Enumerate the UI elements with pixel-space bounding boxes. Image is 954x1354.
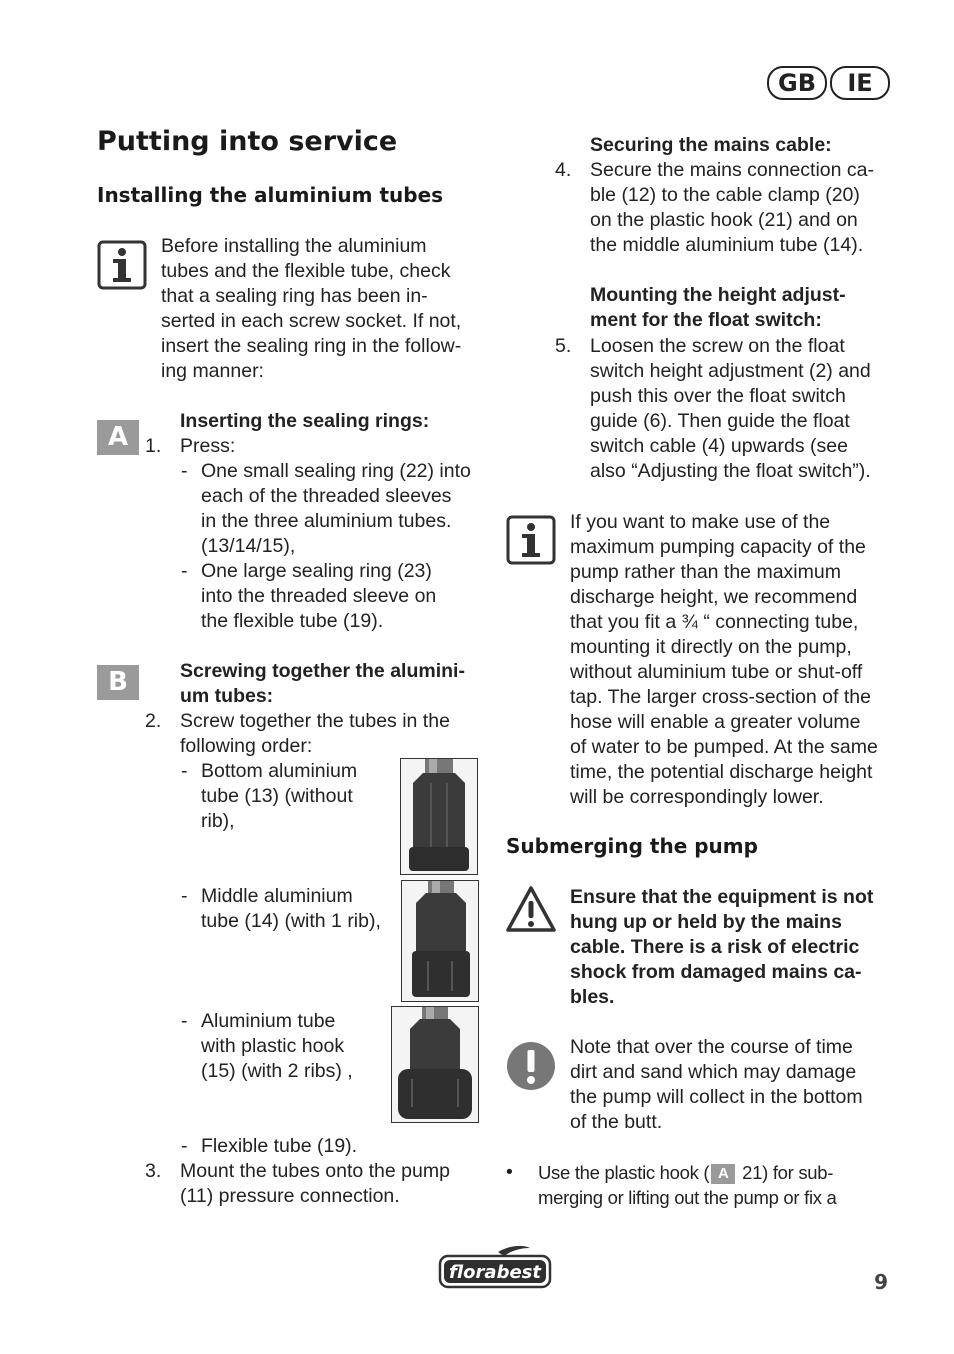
figure-badge-a: A — [97, 420, 139, 455]
warning-text: Ensure that the equipment is not hung up or held by the mains cable. There is a risk of electric shock from damaged mains ca- bles. — [570, 886, 874, 1008]
step-5-text: Loosen the screw on the float switch height adjustment (2) and push this over the float switch guide (6). Then guide the float switch cable (4) upwards (see also “Adjusting the float switch”). — [590, 335, 871, 482]
dash-marker: - — [181, 560, 188, 582]
step-2-text: Screw together the tubes in the following order: — [180, 710, 450, 757]
figure-badge-b: B — [97, 665, 139, 700]
page-number: 9 — [874, 1270, 888, 1294]
step-2-item-hook-tube: Aluminium tube with plastic hook (15) (with 2 ribs) , — [201, 1010, 353, 1082]
warning-icon — [505, 885, 557, 933]
info-note-pumping-capacity: If you want to make use of the maximum pumping capacity of the pump rather than the maximum discharge height, we recommend that you fit a ¾ “ connecting tube, mounting it directly on the pump, without aluminium tube or shut-off tap. The larger cross-section of the hose will enable a greater volume of water to be pumped. At the same time, the potential discharge height will be correspondingly lower. — [570, 511, 878, 808]
figure-badge-a-inline: A — [711, 1164, 735, 1184]
svg-text:florabest: florabest — [449, 1262, 541, 1283]
caution-icon — [505, 1040, 557, 1092]
section-title-installing: Installing the aluminium tubes — [97, 183, 444, 207]
step-1-item-small-ring: One small sealing ring (22) into each of the threaded sleeves in the three aluminium tubes. (13/14/15), — [201, 460, 471, 557]
dash-marker: - — [181, 1135, 188, 1157]
bullet-marker: • — [506, 1161, 513, 1183]
step-number-1: 1. — [145, 435, 162, 457]
section-title-submerging: Submerging the pump — [506, 834, 758, 858]
lang-tag-gb: GB — [767, 66, 827, 100]
step-number-3: 3. — [145, 1160, 162, 1182]
bullet-text-plastic-hook: Use the plastic hook ( A 21) for sub- merging or lifting out the pump or fix a — [538, 1162, 837, 1208]
lang-tag-ie: IE — [830, 66, 890, 100]
info-icon — [97, 240, 147, 290]
step-3-text: Mount the tubes onto the pump (11) pressure connection. — [180, 1160, 450, 1207]
step-2-item-bottom-tube: Bottom aluminium tube (13) (without rib), — [201, 760, 358, 832]
step-2-item-flexible-tube: Flexible tube (19). — [201, 1135, 358, 1157]
heading-height-adjustment: Mounting the height adjust- ment for the float switch: — [590, 284, 846, 331]
tube-hook-image — [391, 1006, 479, 1123]
step-number-4: 4. — [555, 159, 572, 181]
step-2-item-middle-tube: Middle aluminium tube (14) (with 1 rib), — [201, 885, 381, 932]
page-title: Putting into service — [97, 126, 398, 157]
tube-middle-image — [401, 880, 479, 1002]
step-1-item-large-ring: One large sealing ring (23) into the threaded sleeve on the flexible tube (19). — [201, 560, 437, 632]
dash-marker: - — [181, 885, 188, 907]
step-1-text: Press: — [180, 435, 236, 457]
logo — [438, 1244, 552, 1295]
heading-sealing-rings: Inserting the sealing rings: — [180, 410, 430, 432]
info-icon — [506, 515, 556, 565]
heading-securing-cable: Securing the mains cable: — [590, 134, 832, 156]
dash-marker: - — [181, 1010, 188, 1032]
dash-marker: - — [181, 760, 188, 782]
caution-text: Note that over the course of time dirt and sand which may damage the pump will collect in the bottom of the butt. — [570, 1036, 863, 1133]
info-note-sealing: Before installing the aluminium tubes and the flexible tube, check that a sealing ring has been in- serted in each screw socket. If not, insert the sealing ring in the follow- ing manner: — [161, 235, 462, 382]
dash-marker: - — [181, 460, 188, 482]
tube-bottom-image — [400, 758, 478, 875]
step-number-5: 5. — [555, 335, 572, 357]
heading-screwing-tubes: Screwing together the alumini- um tubes: — [180, 660, 465, 707]
step-number-2: 2. — [145, 710, 162, 732]
step-4-text: Secure the mains connection ca- ble (12) to the cable clamp (20) on the plastic hook (21) and on the middle aluminium tube (14). — [590, 159, 874, 256]
